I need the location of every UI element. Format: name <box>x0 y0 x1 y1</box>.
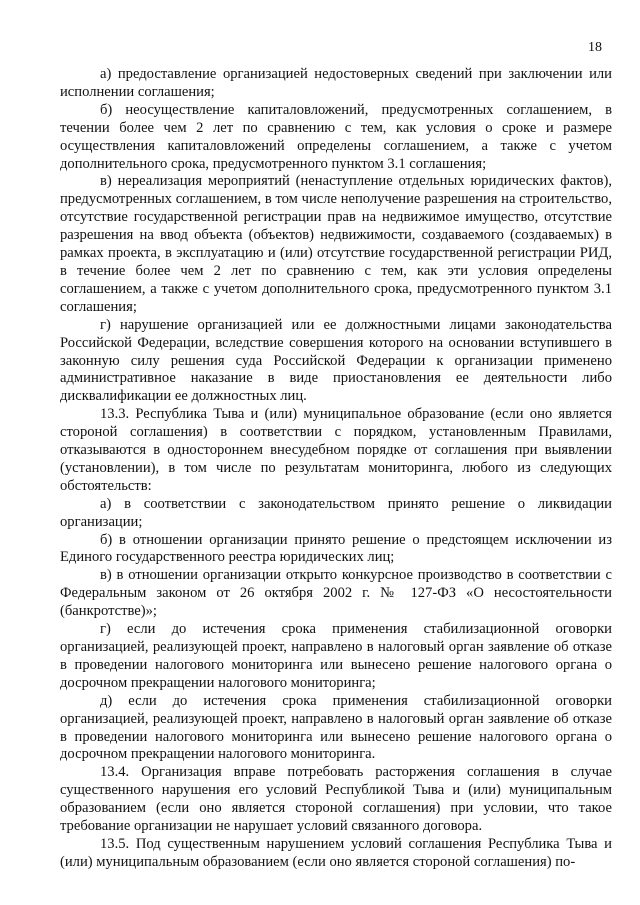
paragraph-13-2-a: а) предоставление организацией недостоверных сведений при заключении или исполнении соглашения; <box>60 66 612 100</box>
paragraph-13-4: 13.4. Организация вправе потребовать расторжения соглашения в случае существенного нарушения его условий Республикой Тыва и (или) муниципальным образованием (если оно является стороной соглашения) при условии, что такое требование организации не нарушает условий связанного договора. <box>60 764 612 835</box>
paragraph-13-2-b: б) неосуществление капиталовложений, предусмотренных соглашением, в течении более чем 2 лет по сравнению с тем, как условия о сроке и размере осуществления капиталовложений определены соглашением, а также с учетом дополнительного срока, предусмотренного пунктом 3.1 соглашения; <box>60 101 612 172</box>
paragraph-13-2-g: г) нарушение организацией или ее должностными лицами законодательства Российской Федерации, вследствие совершения которого на основании вступившего в законную силу решения суда Российской Федерации к организации применено административное наказание в виде приостановления ее деятельности либо дисквалификации ее должностных лиц. <box>60 316 612 405</box>
paragraph-13-3-v: в) в отношении организации открыто конкурсное производство в соответствии с Федеральным законом от 26 октября 2002 г. № 127-ФЗ «О несостоятельности (банкротстве)»; <box>60 567 612 620</box>
paragraph-13-3-a: а) в соответствии с законодательством принято решение о ликвидации организации; <box>60 495 612 530</box>
paragraph-13-3: 13.3. Республика Тыва и (или) муниципальное образование (если оно является стороной соглашения) в соответствии с порядком, установленным Правилами, отказываются в одностороннем внесудебном порядке от соглашения при выявлении (установлении), в том числе по результатам мониторинга, любого из следующих обстоятельств: <box>60 406 612 494</box>
paragraph-13-3-g: г) если до истечения срока применения стабилизационной оговорки организацией, реализующей проект, направлено в налоговый орган заявление об отказе в проведении налогового мониторинга или вынесено решение налогового органа о досрочном прекращении налогового мониторинга; <box>60 621 612 691</box>
page-number: 18 <box>588 40 602 55</box>
paragraph-13-3-b: б) в отношении организации принято решение о предстоящем исключении из Единого государственного реестра юридических лиц; <box>60 531 612 566</box>
paragraph-13-2-v: в) нереализация мероприятий (ненаступление отдельных юридических фактов), предусмотренных соглашением, в том числе неполучение разрешения на строительство, отсутствие государственной регистрации прав на недвижимое имущество, отсутствие разрешения на ввод объекта (объектов) недвижимости, создаваемого (создаваемых) в рамках проекта, в эксплуатацию и (или) отсутствие государственной регистрации РИД, в течение более чем 2 лет по сравнению с тем, как эти условия определены соглашением, а также с учетом дополнительного срока, предусмотренного пунктом 3.1 соглашения; <box>60 173 612 315</box>
paragraph-13-5: 13.5. Под существенным нарушением условий соглашения Республика Тыва и (или) муниципальным образованием (если оно является стороной соглашения) по- <box>60 835 612 870</box>
paragraph-13-3-d: д) если до истечения срока применения стабилизационной оговорки организацией, реализующей проект, направлено в налоговый орган заявление об отказе в проведении налогового мониторинга или вынесено решение налогового органа о досрочном прекращении налогового мониторинга. <box>60 692 612 763</box>
document-body <box>60 66 612 872</box>
